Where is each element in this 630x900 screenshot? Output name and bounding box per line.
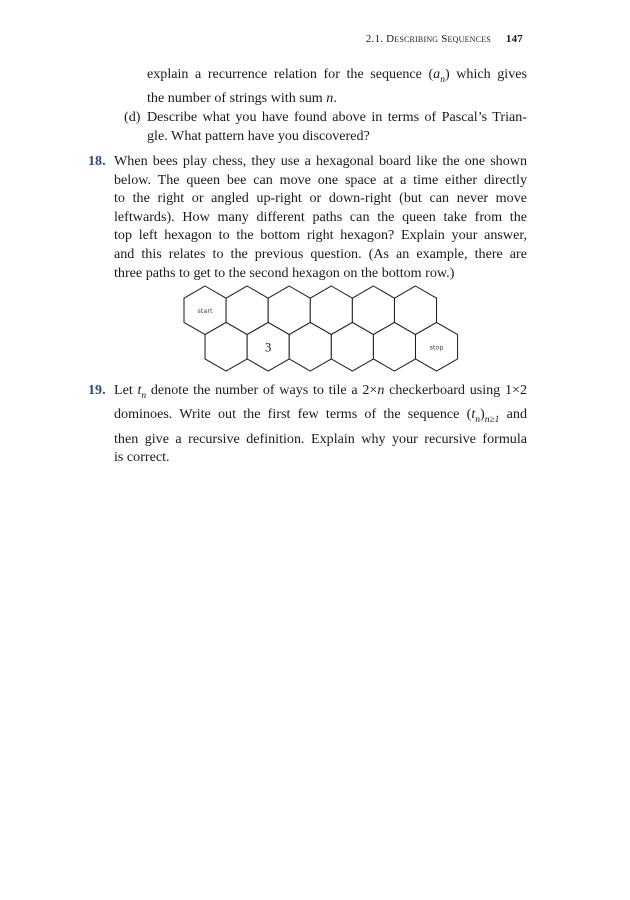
problem-18-line: When bees play chess, they use a hexagonal board like the one shown <box>114 153 527 169</box>
part-d-line-2: gle. What pattern have you discovered? <box>147 127 370 144</box>
problem-18-line: and this relates to the previous question. (As an example, there are <box>114 245 527 262</box>
part-c-continuation <box>147 65 527 108</box>
hex-example-count-label: 3 <box>264 339 272 355</box>
problem-18-line: top left hexagon to the bottom right hexagon? Explain your answer, <box>114 227 527 244</box>
hex-start-label: start <box>197 306 213 315</box>
part-d-line-1: Describe what you have found above in terms of Pascal’s Trian- <box>147 109 527 125</box>
problem-19-number: 19. <box>88 382 106 398</box>
problem-18-line: three paths to get to the second hexagon on the bottom row.) <box>114 264 455 281</box>
problem-19-line-4: is correct. <box>114 449 170 466</box>
hexagon-chess-board <box>180 284 470 380</box>
problem-19-line-1: Let $t_n$ denote the number of ways to tile a 2×n checkerboard using 1×2 <box>114 382 527 401</box>
problem-18-text <box>114 152 527 282</box>
problem-19-line-2: dominoes. Write out the first few terms of the sequence $(t_n)_{n\ge 1}$ and <box>114 406 527 426</box>
running-head <box>366 33 523 45</box>
problem-19-line-3: then give a recursive definition. Explain why your recursive formula <box>114 430 527 447</box>
section-title: 2.1. Describing Sequences <box>365 33 491 45</box>
part-c-line-2: the number of strings with sum n. <box>147 90 337 107</box>
part-d-text <box>147 108 527 145</box>
problem-18-line: below. The queen bee can move one space at a time either directly <box>114 171 527 188</box>
hex-stop-label: stop <box>429 343 444 352</box>
problem-18-line: leftwards). How many different paths can the queen take from the <box>114 208 527 225</box>
problem-19-text <box>114 381 527 467</box>
part-d-label: (d) <box>124 109 141 125</box>
problem-18-line: to the right or angled up-right or down-right (but can never move <box>114 190 527 207</box>
page-number: 147 <box>505 33 523 45</box>
problem-18-number: 18. <box>88 153 106 169</box>
part-c-line-1: explain a recurrence relation for the sequence $(a_n)$ which gives <box>147 66 527 85</box>
